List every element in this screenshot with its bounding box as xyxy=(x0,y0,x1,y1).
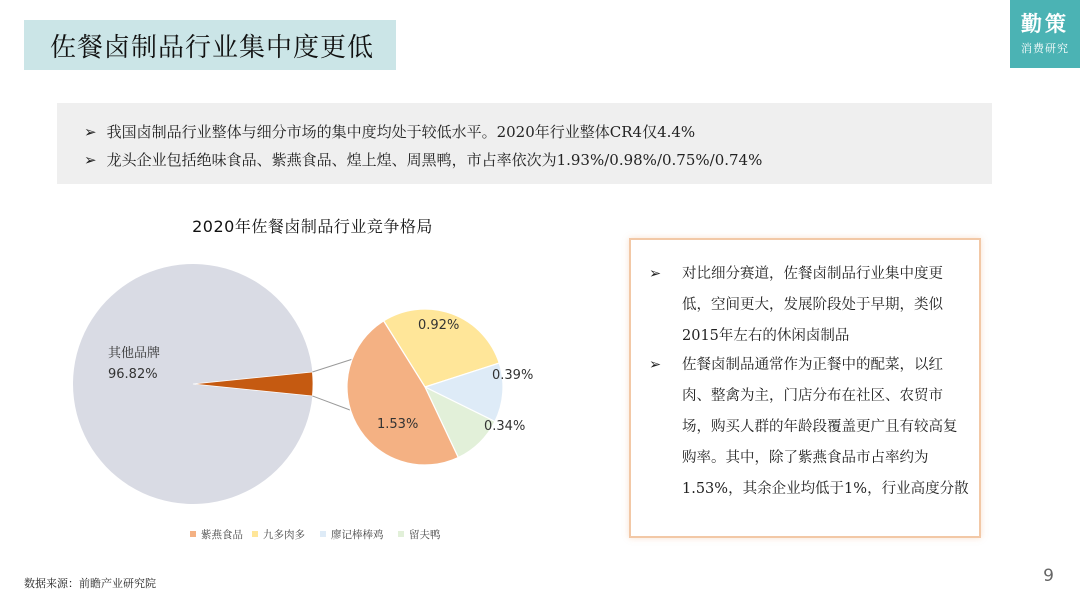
arrow-bullet-icon: ➢ xyxy=(84,123,97,141)
summary-text-1: 我国卤制品行业整体与细分市场的集中度均处于较低水平。2020年行业整体CR4仅4.4% xyxy=(106,123,696,141)
chart-title: 2020年佐餐卤制品行业竞争格局 xyxy=(192,217,433,236)
legend-swatch xyxy=(252,531,258,537)
note-text-1: 对比细分赛道，佐餐卤制品行业集中度更低，空间更大，发展阶段处于早期，类似2015年左右的休闲卤制品 xyxy=(682,266,943,344)
pie-value-liao-ji: 0.39% xyxy=(492,368,534,383)
note-item-1 xyxy=(649,259,969,352)
legend-item-label: 九多肉多 xyxy=(263,529,305,541)
note-item-2 xyxy=(649,350,969,505)
notes-box xyxy=(629,238,981,538)
legend-swatch xyxy=(320,531,326,537)
legend-item-label: 紫燕食品 xyxy=(201,529,243,541)
data-source: 数据来源：前瞻产业研究院 xyxy=(24,577,156,590)
legend-swatch xyxy=(190,531,196,537)
logo-sub-text: 消费研究 xyxy=(1021,42,1069,55)
arrow-bullet-icon: ➢ xyxy=(84,151,97,169)
pie-value-liu-fu-ya: 0.34% xyxy=(484,419,526,434)
pie-value-other-brands: 96.82% xyxy=(108,367,158,382)
pie-value-jiu-duo: 0.92% xyxy=(418,318,460,333)
legend-item-label: 留夫鸭 xyxy=(409,529,441,541)
arrow-bullet-icon: ➢ xyxy=(649,266,662,282)
pie-value-zi-yan: 1.53% xyxy=(377,417,419,432)
brand-logo xyxy=(1010,0,1080,68)
connector-line-bottom xyxy=(312,396,350,410)
page-number: 9 xyxy=(1043,566,1054,586)
legend-item-label: 廖记棒棒鸡 xyxy=(331,529,384,541)
logo-main-text: 勤策 xyxy=(1021,12,1069,36)
arrow-bullet-icon: ➢ xyxy=(649,357,662,373)
page-title: 佐餐卤制品行业集中度更低 xyxy=(50,32,375,63)
summary-text-2: 龙头企业包括绝味食品、紫燕食品、煌上煌、周黑鸭，市占率依次为1.93%/0.98%/0.75%/0.74% xyxy=(106,151,763,169)
note-text-2: 佐餐卤制品通常作为正餐中的配菜，以红肉、整禽为主，门店分布在社区、农贸市场，购买人群的年龄段覆盖更广且有较高复购率。其中，除了紫燕食品市占率约为1.53%，其余企业均低于1%，行业高度分散 xyxy=(682,357,969,497)
pie-label-other-brands: 其他品牌 xyxy=(108,346,161,361)
legend-swatch xyxy=(398,531,404,537)
